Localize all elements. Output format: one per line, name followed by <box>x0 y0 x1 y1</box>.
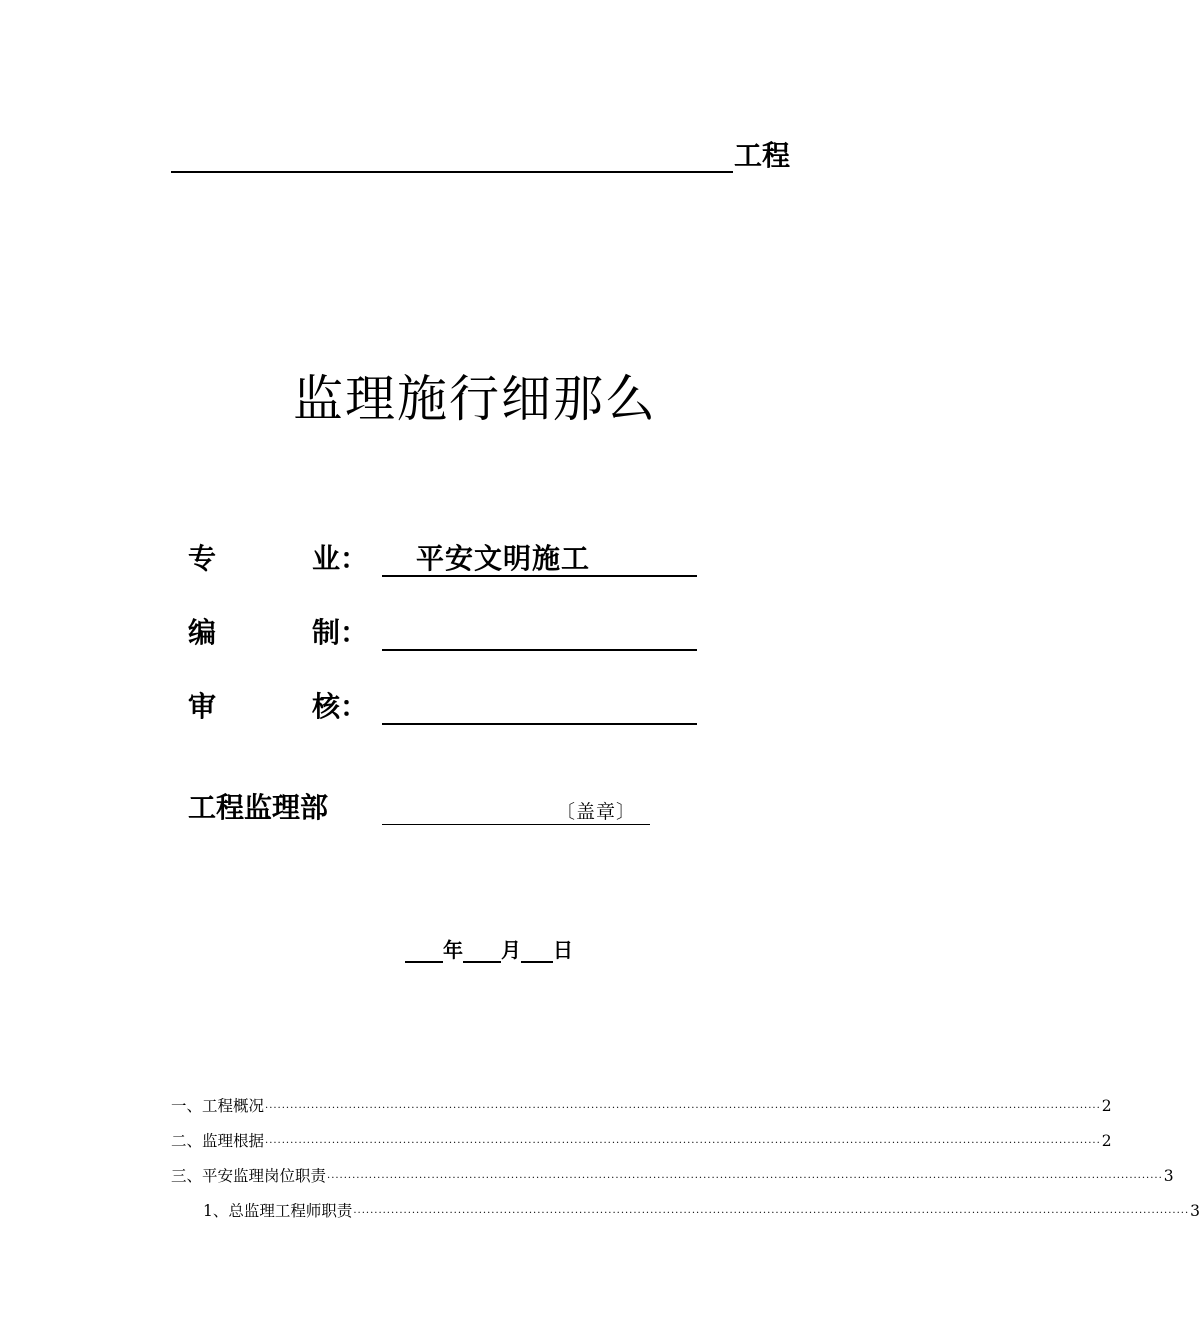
month-char: 月 <box>501 938 521 962</box>
field-label-char1: 专 <box>188 542 217 575</box>
project-name-line <box>171 138 802 178</box>
department-label: 工程监理部 <box>188 791 329 824</box>
field-underline <box>382 575 697 577</box>
toc-entry[interactable] <box>171 1188 1200 1223</box>
field-value-specialty: 平安文明施工 <box>416 542 591 575</box>
field-label-char2: 业： <box>312 542 369 575</box>
project-suffix: 工程 <box>734 139 791 172</box>
field-row-reviewed-by <box>188 685 708 733</box>
toc-entry[interactable] <box>171 1083 1112 1118</box>
toc-entry-label: 二、监理根据 <box>171 1132 265 1150</box>
toc-dot-leader: ........................................................................................................................................................................................................ <box>353 1205 1190 1216</box>
day-char: 日 <box>553 938 573 962</box>
toc-entry-page: 2 <box>1101 1097 1112 1115</box>
toc-entry-page: 3 <box>1163 1167 1174 1185</box>
field-label-char2: 核： <box>312 690 369 723</box>
toc-entry[interactable] <box>171 1153 1174 1188</box>
department-row <box>188 786 668 832</box>
day-blank <box>521 939 553 963</box>
toc-entry-label: 三、平安监理岗位职责 <box>171 1167 327 1185</box>
toc-entry[interactable] <box>171 1118 1112 1153</box>
year-char: 年 <box>443 938 463 962</box>
field-underline <box>382 649 697 651</box>
toc-dot-leader: ........................................................................................................................................................................................................ <box>265 1100 1101 1111</box>
field-underline <box>382 723 697 725</box>
field-label-char1: 编 <box>188 616 217 649</box>
field-row-compiled-by <box>188 611 708 659</box>
seal-note: 〔盖章〕 <box>556 801 637 823</box>
toc-dot-leader: ........................................................................................................................................................................................................ <box>265 1135 1101 1146</box>
toc-entry-label: 1、总监理工程师职责 <box>203 1202 353 1220</box>
toc-entry-page: 3 <box>1190 1202 1200 1220</box>
toc-entry-page: 2 <box>1101 1132 1112 1150</box>
project-name-blank <box>171 171 733 173</box>
document-title: 监理施行细那么 <box>293 370 657 428</box>
department-underline <box>382 824 650 825</box>
field-row-specialty <box>188 537 708 585</box>
date-row <box>405 935 605 969</box>
month-blank <box>463 939 501 963</box>
field-label-char1: 审 <box>188 690 217 723</box>
table-of-contents <box>171 1083 1200 1223</box>
year-blank <box>405 939 443 963</box>
field-label-char2: 制： <box>312 616 369 649</box>
toc-dot-leader: ........................................................................................................................................................................................................ <box>327 1170 1163 1181</box>
toc-entry-label: 一、工程概况 <box>171 1097 265 1115</box>
